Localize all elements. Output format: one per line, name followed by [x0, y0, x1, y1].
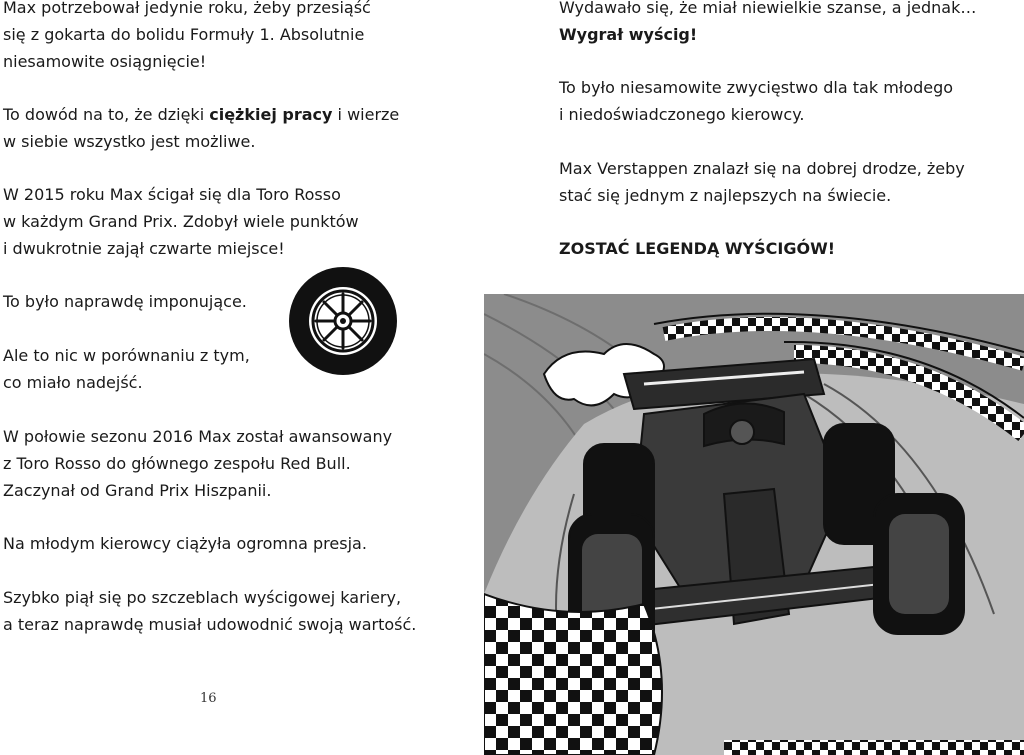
text-line: To było naprawdę imponujące. — [3, 292, 247, 311]
text-line: Ale to nic w porównaniu z tym, — [3, 346, 250, 365]
f1-car-race-illustration — [484, 294, 1024, 755]
paragraph — [3, 101, 399, 155]
text-line: i niedoświadczonego kierowcy. — [559, 105, 805, 124]
emphasis-text: ciężkiej pracy — [209, 105, 333, 124]
emphasis-text: Wygrał wyścig! — [559, 25, 698, 44]
text-line: W 2015 roku Max ścigał się dla Toro Rosso — [3, 185, 341, 204]
text-line: i dwukrotnie zajął czwarte miejsce! — [3, 239, 285, 258]
text-line: Wydawało się, że miał niewielkie szanse, a jednak… — [559, 0, 977, 17]
text-line: Max Verstappen znalazł się na dobrej drodze, żeby — [559, 159, 965, 178]
emphasis-text: ZOSTAĆ LEGENDĄ WYŚCIGÓW! — [559, 239, 836, 258]
left-page — [0, 0, 470, 755]
paragraph — [3, 288, 247, 315]
text-line: Zaczynał od Grand Prix Hiszpanii. — [3, 481, 272, 500]
text-line — [559, 239, 835, 258]
text-line: To dowód na to, że dzięki ciężkiej pracy i wierze — [3, 105, 400, 124]
paragraph — [559, 155, 965, 209]
text-line: niesamowite osiągnięcie! — [3, 52, 207, 71]
paragraph — [3, 0, 371, 75]
text-line: a teraz naprawdę musiał udowodnić swoją wartość. — [3, 615, 417, 634]
text-line: Szybko piął się po szczeblach wyścigowej kariery, — [3, 588, 402, 607]
paragraph — [3, 530, 367, 557]
section-heading — [559, 235, 835, 262]
text-line: w siebie wszystko jest możliwe. — [3, 132, 256, 151]
text-line: się z gokarta do bolidu Formuły 1. Absolutnie — [3, 25, 365, 44]
paragraph — [559, 74, 953, 128]
text-line: Max potrzebował jedynie roku, żeby przesiąść — [3, 0, 371, 17]
text-line: W połowie sezonu 2016 Max został awansowany — [3, 427, 393, 446]
tire-icon — [288, 266, 398, 376]
text-line: z Toro Rosso do głównego zespołu Red Bull. — [3, 454, 351, 473]
text-line: w każdym Grand Prix. Zdobył wiele punktów — [3, 212, 359, 231]
paragraph — [559, 0, 976, 48]
text-line: Na młodym kierowcy ciążyła ogromna presja. — [3, 534, 367, 553]
paragraph — [3, 423, 392, 504]
text-line — [559, 25, 697, 44]
text-line: co miało nadejść. — [3, 373, 143, 392]
text-line: stać się jednym z najlepszych na świecie. — [559, 186, 892, 205]
paragraph — [3, 584, 416, 638]
page-number: 16 — [200, 691, 217, 706]
text-line: To było niesamowite zwycięstwo dla tak młodego — [559, 78, 954, 97]
paragraph — [3, 342, 250, 396]
paragraph — [3, 181, 359, 262]
